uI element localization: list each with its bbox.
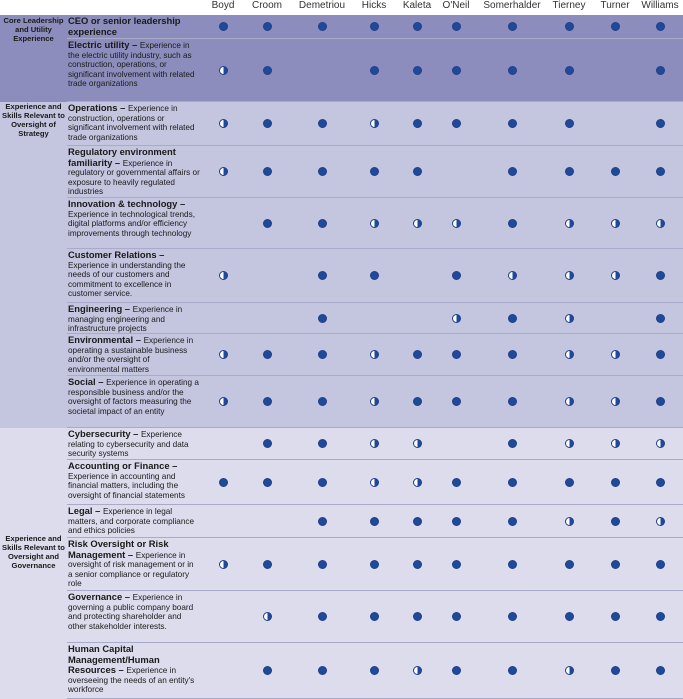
full-experience-dot-icon: [263, 119, 272, 128]
partial-experience-dot-icon: [656, 439, 665, 448]
skill-description: [68, 461, 200, 500]
full-experience-dot-icon: [508, 314, 517, 323]
partial-experience-dot-icon: [565, 397, 574, 406]
skill-title: Operations: [68, 102, 118, 113]
full-experience-dot-icon: [611, 560, 620, 569]
group-title: Experience and Skills Relevant to Oversight of Strategy: [2, 102, 65, 138]
full-experience-dot-icon: [565, 66, 574, 75]
partial-experience-dot-icon: [370, 350, 379, 359]
group-label: [0, 102, 67, 428]
partial-experience-dot-icon: [452, 314, 461, 323]
skill-desc-text: Experience relating to cybersecurity and data security systems: [68, 430, 189, 459]
full-experience-dot-icon: [318, 439, 327, 448]
full-experience-dot-icon: [565, 22, 574, 31]
partial-experience-dot-icon: [565, 666, 574, 675]
skill-row: [67, 39, 683, 102]
skill-description: [68, 147, 200, 197]
full-experience-dot-icon: [452, 119, 461, 128]
full-experience-dot-icon: [656, 314, 665, 323]
skill-desc-text: Experience in governing a public company board and protecting shareholder and other stakeholder interests.: [68, 593, 194, 631]
skill-desc-text: Experience in regulatory or governmental affairs or exposure to heavily regulated industries: [68, 158, 200, 197]
title-separator: –: [122, 303, 133, 314]
director-oneil: O'Neil: [442, 0, 470, 11]
full-experience-dot-icon: [452, 350, 461, 359]
full-experience-dot-icon: [452, 66, 461, 75]
full-experience-dot-icon: [565, 167, 574, 176]
title-separator: –: [92, 505, 103, 516]
partial-experience-dot-icon: [219, 560, 228, 569]
full-experience-dot-icon: [370, 66, 379, 75]
full-experience-dot-icon: [452, 397, 461, 406]
full-experience-dot-icon: [370, 560, 379, 569]
skill-title: Innovation & technology: [68, 198, 178, 209]
full-experience-dot-icon: [452, 517, 461, 526]
skill-title: Environmental: [68, 334, 134, 345]
full-experience-dot-icon: [508, 119, 517, 128]
director-somerhalder: Somerhalder: [483, 0, 541, 11]
partial-experience-dot-icon: [219, 66, 228, 75]
partial-experience-dot-icon: [263, 612, 272, 621]
full-experience-dot-icon: [413, 22, 422, 31]
full-experience-dot-icon: [565, 119, 574, 128]
partial-experience-dot-icon: [219, 167, 228, 176]
full-experience-dot-icon: [452, 560, 461, 569]
partial-experience-dot-icon: [370, 397, 379, 406]
skill-desc-text: Experience in managing engineering and infrastructure projects: [68, 305, 183, 334]
full-experience-dot-icon: [565, 560, 574, 569]
skill-title: Cybersecurity: [68, 428, 131, 439]
full-experience-dot-icon: [611, 666, 620, 675]
partial-experience-dot-icon: [611, 397, 620, 406]
full-experience-dot-icon: [508, 478, 517, 487]
full-experience-dot-icon: [565, 478, 574, 487]
skill-desc-text: Experience in overseeing the needs of an entity's workforce: [68, 666, 195, 695]
title-separator: –: [177, 198, 186, 209]
full-experience-dot-icon: [263, 219, 272, 228]
partial-experience-dot-icon: [508, 271, 517, 280]
partial-experience-dot-icon: [413, 219, 422, 228]
full-experience-dot-icon: [318, 271, 327, 280]
full-experience-dot-icon: [370, 666, 379, 675]
skill-row: [67, 538, 683, 591]
partial-experience-dot-icon: [370, 439, 379, 448]
partial-experience-dot-icon: [219, 271, 228, 280]
full-experience-dot-icon: [318, 219, 327, 228]
full-experience-dot-icon: [611, 478, 620, 487]
director-tierney: Tierney: [552, 0, 586, 11]
skill-row: [67, 249, 683, 303]
skill-description: [68, 199, 200, 238]
skill-row: [67, 198, 683, 249]
title-separator: –: [112, 156, 123, 168]
full-experience-dot-icon: [318, 350, 327, 359]
group-title: Experience and Skills Relevant to Oversight and Governance: [2, 533, 65, 570]
full-experience-dot-icon: [318, 22, 327, 31]
full-experience-dot-icon: [508, 439, 517, 448]
title-separator: –: [156, 249, 165, 260]
skill-title: Customer Relations: [68, 249, 157, 260]
full-experience-dot-icon: [508, 517, 517, 526]
director-hicks: Hicks: [361, 0, 387, 11]
title-separator: –: [125, 548, 136, 560]
full-experience-dot-icon: [413, 397, 422, 406]
full-experience-dot-icon: [611, 612, 620, 621]
partial-experience-dot-icon: [656, 219, 665, 228]
skill-description: [68, 335, 200, 374]
full-experience-dot-icon: [263, 666, 272, 675]
full-experience-dot-icon: [656, 560, 665, 569]
full-experience-dot-icon: [263, 397, 272, 406]
director-turner: Turner: [600, 0, 630, 11]
full-experience-dot-icon: [413, 517, 422, 526]
skill-desc-text: Experience in accounting and financial matters, including the oversight of financial statements: [68, 471, 185, 500]
full-experience-dot-icon: [508, 666, 517, 675]
partial-experience-dot-icon: [611, 439, 620, 448]
full-experience-dot-icon: [656, 271, 665, 280]
partial-experience-dot-icon: [413, 478, 422, 487]
title-separator: –: [133, 334, 144, 345]
full-experience-dot-icon: [508, 66, 517, 75]
partial-experience-dot-icon: [611, 219, 620, 228]
full-experience-dot-icon: [508, 22, 517, 31]
full-experience-dot-icon: [656, 397, 665, 406]
skill-description: [68, 429, 200, 459]
full-experience-dot-icon: [413, 612, 422, 621]
skill-row: [67, 376, 683, 428]
full-experience-dot-icon: [508, 560, 517, 569]
skill-row: [67, 460, 683, 505]
partial-experience-dot-icon: [565, 517, 574, 526]
skill-desc-text: Experience in operating a sustainable business and/or the oversight of environmental matters: [68, 336, 194, 374]
skill-description: [68, 40, 200, 89]
full-experience-dot-icon: [318, 560, 327, 569]
partial-experience-dot-icon: [565, 271, 574, 280]
full-experience-dot-icon: [413, 560, 422, 569]
full-experience-dot-icon: [318, 612, 327, 621]
full-experience-dot-icon: [318, 517, 327, 526]
full-experience-dot-icon: [611, 167, 620, 176]
title-separator: –: [117, 102, 128, 113]
full-experience-dot-icon: [318, 397, 327, 406]
full-experience-dot-icon: [656, 666, 665, 675]
partial-experience-dot-icon: [656, 517, 665, 526]
full-experience-dot-icon: [452, 478, 461, 487]
full-experience-dot-icon: [656, 66, 665, 75]
skill-description: [68, 377, 200, 416]
partial-experience-dot-icon: [565, 314, 574, 323]
director-williams: Williams: [641, 0, 679, 11]
full-experience-dot-icon: [263, 560, 272, 569]
skill-description: [68, 539, 200, 589]
title-separator: –: [95, 376, 107, 387]
partial-experience-dot-icon: [370, 219, 379, 228]
skill-description: [68, 250, 200, 299]
skill-desc-text: Experience in technological trends, digital platforms and/or efficiency improvements through technology: [68, 209, 195, 238]
skill-title: Accounting or Finance: [68, 460, 170, 471]
full-experience-dot-icon: [508, 167, 517, 176]
full-experience-dot-icon: [452, 22, 461, 31]
skill-row: [67, 15, 683, 39]
full-experience-dot-icon: [318, 478, 327, 487]
full-experience-dot-icon: [318, 119, 327, 128]
partial-experience-dot-icon: [413, 666, 422, 675]
full-experience-dot-icon: [656, 167, 665, 176]
skill-row: [67, 428, 683, 460]
title-separator: –: [169, 460, 178, 471]
skill-title: Risk Oversight or Risk Management: [68, 538, 169, 560]
skill-row: [67, 505, 683, 538]
full-experience-dot-icon: [656, 119, 665, 128]
skill-title: Social: [68, 376, 96, 387]
partial-experience-dot-icon: [219, 397, 228, 406]
full-experience-dot-icon: [452, 271, 461, 280]
skill-row: [67, 303, 683, 334]
full-experience-dot-icon: [452, 612, 461, 621]
full-experience-dot-icon: [413, 350, 422, 359]
full-experience-dot-icon: [219, 478, 228, 487]
partial-experience-dot-icon: [219, 350, 228, 359]
partial-experience-dot-icon: [370, 119, 379, 128]
full-experience-dot-icon: [263, 478, 272, 487]
skill-title: Regulatory environment familiarity: [68, 146, 176, 168]
partial-experience-dot-icon: [413, 439, 422, 448]
full-experience-dot-icon: [370, 612, 379, 621]
skill-title: Engineering: [68, 303, 123, 314]
full-experience-dot-icon: [611, 517, 620, 526]
skill-title: Governance: [68, 591, 123, 602]
full-experience-dot-icon: [565, 612, 574, 621]
full-experience-dot-icon: [370, 271, 379, 280]
partial-experience-dot-icon: [565, 350, 574, 359]
group-label: [0, 428, 67, 699]
full-experience-dot-icon: [263, 22, 272, 31]
skill-description: [68, 644, 200, 695]
skill-row: [67, 591, 683, 643]
partial-experience-dot-icon: [370, 478, 379, 487]
full-experience-dot-icon: [656, 612, 665, 621]
skill-description: [68, 103, 200, 142]
skill-desc-text: Experience in legal matters, and corporate compliance and ethics policies: [68, 507, 195, 536]
director-demetriou: Demetriou: [298, 0, 346, 11]
skill-description: [68, 304, 200, 334]
group-label: [0, 15, 67, 102]
full-experience-dot-icon: [318, 314, 327, 323]
full-experience-dot-icon: [508, 219, 517, 228]
director-boyd: Boyd: [211, 0, 235, 11]
full-experience-dot-icon: [370, 167, 379, 176]
skill-description: [68, 592, 200, 631]
skill-title: Human Capital Management/Human Resources: [68, 643, 160, 676]
partial-experience-dot-icon: [565, 439, 574, 448]
partial-experience-dot-icon: [565, 219, 574, 228]
director-croom: Croom: [251, 0, 283, 11]
skill-desc-text: Experience in the electric utility industry, such as construction, operations, or significant involvement with related trade organizations: [68, 41, 195, 89]
partial-experience-dot-icon: [611, 350, 620, 359]
full-experience-dot-icon: [413, 66, 422, 75]
full-experience-dot-icon: [611, 22, 620, 31]
full-experience-dot-icon: [263, 66, 272, 75]
skill-row: [67, 334, 683, 376]
skill-row: [67, 102, 683, 146]
full-experience-dot-icon: [370, 517, 379, 526]
title-separator: –: [115, 664, 127, 676]
skill-title: CEO or senior leadership experience: [68, 15, 181, 37]
partial-experience-dot-icon: [219, 119, 228, 128]
director-header: [0, 0, 683, 14]
skill-row: [67, 643, 683, 699]
title-separator: –: [129, 39, 140, 50]
full-experience-dot-icon: [370, 22, 379, 31]
director-kaleta: Kaleta: [402, 0, 432, 11]
skill-desc-text: Experience in oversight of risk management or in a senior compliance or regulatory role: [68, 550, 194, 589]
full-experience-dot-icon: [263, 439, 272, 448]
full-experience-dot-icon: [656, 350, 665, 359]
full-experience-dot-icon: [263, 350, 272, 359]
full-experience-dot-icon: [219, 22, 228, 31]
partial-experience-dot-icon: [452, 219, 461, 228]
full-experience-dot-icon: [413, 167, 422, 176]
full-experience-dot-icon: [508, 612, 517, 621]
full-experience-dot-icon: [263, 167, 272, 176]
full-experience-dot-icon: [413, 119, 422, 128]
full-experience-dot-icon: [318, 167, 327, 176]
skill-description: [68, 16, 200, 37]
skill-title: Electric utility: [68, 39, 130, 50]
title-separator: –: [122, 591, 133, 602]
skill-desc-text: Experience in understanding the needs of our customers and commitment to excellence in customer service.: [68, 260, 186, 299]
skill-description: [68, 506, 200, 536]
partial-experience-dot-icon: [611, 271, 620, 280]
title-separator: –: [130, 428, 141, 439]
skill-desc-text: Experience in construction, operations or significant involvement with related trade organizations: [68, 104, 195, 142]
group-title: Core Leadership and Utility Experience: [3, 16, 64, 43]
skill-row: [67, 146, 683, 198]
full-experience-dot-icon: [452, 666, 461, 675]
full-experience-dot-icon: [656, 478, 665, 487]
skill-title: Legal: [68, 505, 93, 516]
full-experience-dot-icon: [656, 22, 665, 31]
skill-desc-text: Experience in operating a responsible business and/or the oversight of factors measuring the societal impact of an entity: [68, 378, 199, 416]
full-experience-dot-icon: [318, 666, 327, 675]
full-experience-dot-icon: [508, 350, 517, 359]
full-experience-dot-icon: [508, 397, 517, 406]
